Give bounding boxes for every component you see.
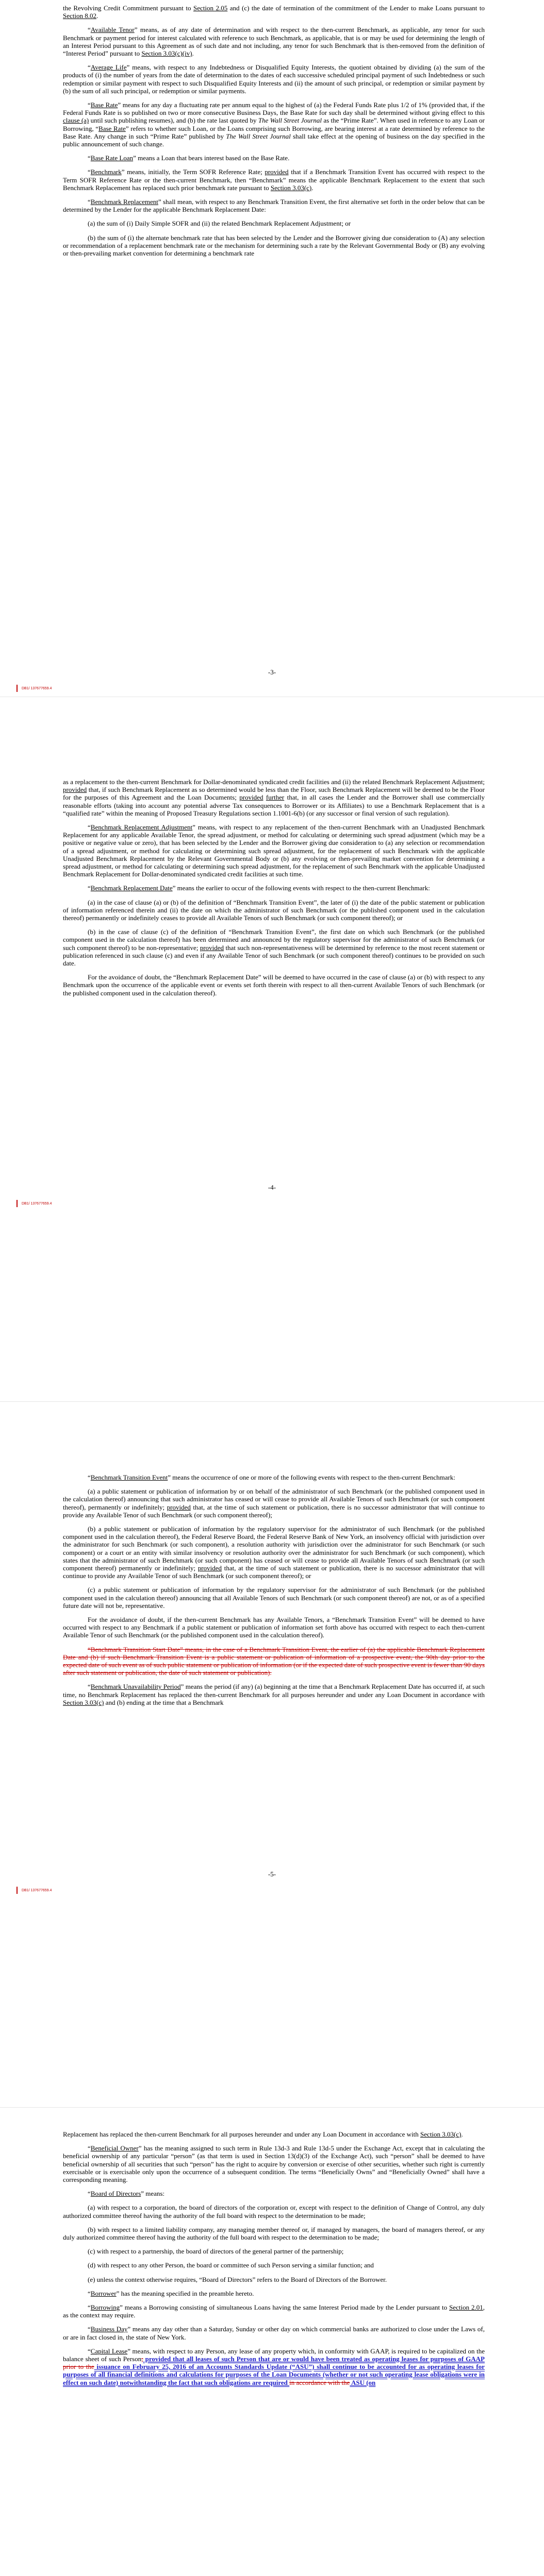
text-run: “ [88, 1683, 91, 1691]
text-run: Section 3.03(c)(iv) [141, 49, 192, 58]
text-run: and (c) the date of termination of the commitment of the Lender to make Loans pursuant to [227, 4, 485, 12]
page-separator [0, 2107, 544, 2108]
subclause [63, 234, 485, 258]
text-run: . [192, 49, 194, 58]
paragraph [63, 2290, 485, 2297]
paragraph [63, 101, 485, 148]
page-5-body [63, 1473, 485, 1713]
page-separator [0, 1401, 544, 1402]
text-run: (a) the sum of (i) Daily Simple SOFR and (ii) the related Benchmark Replacement Adjustment; or [88, 219, 351, 228]
text-run: “ [88, 63, 91, 72]
paragraph [63, 973, 485, 997]
text-run: , as the context may require. [63, 2303, 485, 2319]
text-run: provided [63, 786, 87, 794]
text-run: provided [167, 1503, 191, 1511]
text-run: ” means the occurrence of one or more of the following events with respect to the then-current Benchmark: [168, 1473, 455, 1481]
text-run: Benchmark Replacement [90, 198, 158, 206]
subclause [63, 2276, 485, 2283]
subclause [63, 2247, 485, 2255]
text-run: provided [197, 1564, 222, 1572]
text-run: “ [88, 2325, 91, 2333]
text-run: provided [239, 793, 263, 802]
text-run: ” means the period (if any) (a) beginning at the time that a Benchmark Replacement Date has occurred if, at such time, no Benchmark Replacement has replaced the then-current Benchmark for all purposes hereunder and under any Loan Document in accordance with [63, 1683, 485, 1699]
document-id: DB1/ 137677659.4 [17, 685, 52, 692]
text-run: Borrower [90, 2289, 117, 2297]
text-run: “ [88, 101, 91, 109]
text-run: Business Day [90, 2325, 128, 2333]
text-run: (a) with respect to a corporation, the board of directors of the corporation or, except with respect to the definition of Change of Control, any duly authorized committee thereof having the authority of the full board with respect to the determination to be made; [63, 2204, 485, 2219]
text-run: The Wall Street Journal [258, 116, 322, 125]
subclause [63, 1586, 485, 1609]
text-run: “ [88, 26, 91, 34]
text-run: further [266, 793, 285, 802]
text-run: Base Rate [90, 101, 118, 109]
text-run: (a) in the case of clause (a) or (b) of the definition of “Benchmark Transition Event”, the later of (i) the date of the public statement or publication of information referenced therein and (ii) the date on which the administrator of such Benchmark (or the published component used in the calculation thereof) permanently or indefinitely ceases to provide all Available Tenors of such Benchmark (or such component thereof); or [63, 898, 485, 922]
text-run: ” has the meaning specified in the preamble hereto. [116, 2289, 254, 2297]
text-run: “ [88, 168, 91, 176]
text-run: Borrowing [90, 2303, 120, 2312]
text-run: clause (a) [63, 116, 89, 125]
paragraph [63, 2347, 485, 2386]
inserted-text: issuance on February 25, 2016 of an Accounts Standards Update (“ASU”) shall continue to be accounted for as operating leases for purposes of all financial definitions and calculations for purposes of the Loan Documents (whether or not such operating lease obligations were in effect on such date) notwithstanding the fact that such obligations are required [63, 2363, 485, 2386]
text-run: as the “Prime Rate”. When used in reference to any Loan or Borrowing, “ [63, 116, 485, 132]
subclause [63, 1487, 485, 1519]
text-run: (e) unless the context otherwise requires, “Board of Directors” refers to the Board of Directors of the Borrower. [88, 2275, 387, 2283]
subclause [63, 1525, 485, 1580]
text-run: that, at the time of such statement or publication, there is no successor administrator that will continue to provide any Available Tenor of such Benchmark (or such component thereof); or [63, 1564, 485, 1580]
page-3-body [63, 4, 485, 263]
text-run: Beneficial Owner [90, 2144, 139, 2153]
paragraph [63, 1473, 485, 1481]
text-run: “ [88, 154, 91, 162]
text-run: and (b) ending at the time that a Benchmark [104, 1698, 224, 1706]
subclause [63, 2261, 485, 2269]
text-run: that, in all cases the Lender and the Borrower shall use commercially reasonable efforts (taking into account any potential adverse Tax consequences to Borrower or its Affiliates) to use a Benchmark Replacement that is a “qualified rate” within the meaning of Proposed Treasury Regulations section 1.1001-6(b) (or any successor or final version of such regulation). [63, 793, 485, 817]
text-run: ” has the meaning assigned to such term in Rule 13d-3 and Rule 13d-5 under the Exchange Act, except that in calculating the beneficial ownership of any particular “person” (as that term is used in Section 13(d)(3) of the Exchange Act), such “person” shall be deemed to have beneficial ownership of all securities that such “person” has the right to acquire by conversion or exercise of other securities, whether such right is currently exercisable or is exercisable only upon the occurrence of a subsequent condition. The terms “Beneficially Owns” and “Beneficially Owned” shall have a corresponding meaning. [63, 2144, 485, 2184]
text-run: ” means: [141, 2190, 165, 2198]
text-run: “ [88, 2144, 91, 2153]
text-run: “ [88, 823, 91, 832]
text-run: The Wall Street Journal [226, 132, 291, 140]
inserted-text: provided that all leases of such Person that are or would have been treated as operating leases for purposes of GAAP [143, 2355, 485, 2363]
deleted-text: prior to the [63, 2363, 94, 2371]
text-run: ” shall mean, with respect to any Benchmark Transition Event, the first alternative set forth in the order below that can be determined by the Lender for the applicable Benchmark Replacement Date: [63, 198, 485, 214]
text-run: ” means, initially, the Term SOFR Reference Rate; [121, 168, 265, 176]
subclause [63, 2204, 485, 2219]
text-run: that, if such Benchmark Replacement as so determined would be less than the Floor, such Benchmark Replacement will be deemed to be the Floor for the purposes of this Agreement and the Loan Documents; [63, 786, 485, 802]
text-run: ” means a Borrowing consisting of simultaneous Loans having the same Interest Period made by the Lender pursuant to [120, 2303, 450, 2312]
paragraph [63, 63, 485, 95]
document-id: DB1/ 137677659.4 [17, 1887, 52, 1894]
text-run: Benchmark Unavailability Period [90, 1683, 181, 1691]
paragraph [63, 1646, 485, 1677]
paragraph [63, 2325, 485, 2341]
paragraph [63, 154, 485, 162]
deleted-text: “Benchmark Transition Start Date” means, in the case of a Benchmark Transition Event, the earlier of (a) the applicable Benchmark Replacement Date and (b) if such Benchmark Transition Event is a public statement or publication of information of a prospective event, the 90th day prior to the expected date of such event as of such public statement or publication of information (or if the expected date of such prospective event is fewer than 90 days after such statement or publication, the date of such statement or publication). [63, 1645, 485, 1677]
paragraph [63, 884, 485, 892]
text-run: the Revolving Credit Commitment pursuant to [63, 4, 193, 12]
text-run: that if a Benchmark Transition Event has occurred with respect to the Term SOFR Reference Rate or the then-current Benchmark, then “Benchmark” means the applicable Benchmark Replacement to the extent that such Benchmark Replacement has replaced such prior benchmark rate pursuant to [63, 168, 485, 192]
text-run: Available Tenor [90, 26, 135, 34]
text-run: Section 3.03(c) [420, 2130, 461, 2138]
text-run: Base Rate [98, 124, 126, 132]
text-run: Board of Directors [90, 2190, 141, 2198]
subclause [63, 899, 485, 922]
page-number: -3- [268, 668, 276, 676]
paragraph [63, 2130, 485, 2138]
text-run: ” means the earlier to occur of the following events with respect to the then-current Benchmark: [172, 884, 430, 892]
text-run: Benchmark [90, 168, 122, 176]
text-run: ” means any day other than a Saturday, Sunday or other day on which commercial banks are authorized to close under the Laws of, or are in fact closed in, the state of New York. [63, 2325, 485, 2341]
page-number: -5- [268, 1870, 276, 1878]
text-run: Base Rate Loan [90, 154, 134, 162]
text-run: that, at the time of such statement or publication, there is no successor administrator that will continue to provide any Available Tenor of such Benchmark (or such component thereof); [63, 1503, 485, 1519]
page-6-body [63, 2130, 485, 2393]
text-run: . [461, 2130, 463, 2138]
text-run: provided [200, 943, 224, 952]
text-run: “ [88, 2190, 91, 2198]
text-run: until such publishing resumes), and (b) the rate last quoted by [89, 116, 258, 125]
text-run: (d) with respect to any other Person, the board or committee of such Person serving a similar function; and [88, 2261, 374, 2269]
text-run: Benchmark Replacement Date [90, 884, 173, 892]
text-run: as a replacement to the then-current Benchmark for Dollar-denominated syndicated credit facilities and (ii) the related Benchmark Replacement Adjustment; [63, 778, 485, 786]
text-run: Section 2.01 [449, 2303, 483, 2312]
text-run: (b) a public statement or publication of information by the regulatory supervisor for the administrator of such Benchmark (or the published component used in the calculation thereof), the Federal Reserve Board, the Federal Reserve Bank of New York, an insolvency official with jurisdiction over the administrator for such Benchmark (or such component), a resolution authority with jurisdiction over the administrator for such Benchmark (or such component) or a court or an entity with similar insolvency or resolution authority over the administrator for such Benchmark (or such component), which states that the administrator of such Benchmark (or such component) has ceased or will cease to provide all Available Tenors of such Benchmark (or such component thereof) permanently or indefinitely; [63, 1525, 485, 1572]
text-run: (c) a public statement or publication of information by the regulatory supervisor for the administrator of such Benchmark (or the published component used in the calculation thereof) announcing that all Available Tenors of such Benchmark (or such component thereof) are not, or as of a specified future date will not be, representative. [63, 1586, 485, 1609]
text-run: “ [88, 2347, 91, 2355]
subclause [63, 928, 485, 967]
text-run: For the avoidance of doubt, the “Benchmark Replacement Date” will be deemed to have occurred in the case of clause (a) or (b) with respect to any Benchmark upon the occurrence of the applicable event or events set forth therein with respect to all then-current Available Tenors of such Benchmark (or the published component used in the calculation thereof). [63, 973, 485, 997]
text-run: “ [88, 2289, 91, 2297]
text-run: ” means, with respect to any Person, any lease of any property which, in conformity with GAAP, is required to be capitalized on the balance sheet of such Person [63, 2347, 485, 2363]
subclause [63, 2226, 485, 2241]
text-run: (b) the sum of (i) the alternate benchmark rate that has been selected by the Lender and the Borrower giving due consideration to (A) any selection or recommendation of a replacement benchmark rate or the mechanism for determining such a rate by the Relevant Governmental Body or (B) any evolving or then-prevailing market convention for determining a benchmark rate [63, 233, 485, 258]
text-run: provided [265, 168, 289, 176]
text-run: ” refers to whether such Loan, or the Loans comprising such Borrowing, are bearing interest at a rate determined by reference to the Base Rate. Any change in such “Prime Rate” published by [63, 124, 485, 140]
text-run: that such non-representativeness will be determined by reference to the most recent statement or publication referenced in such clause (c) and even if any Available Tenor of such Benchmark (or such component thereof) continues to be provided on such date. [63, 943, 485, 968]
text-run: Benchmark Transition Event [90, 1473, 168, 1481]
paragraph [63, 2144, 485, 2183]
text-run: Replacement has replaced the then-current Benchmark for all purposes hereunder and under any Loan Document in accordance with [63, 2130, 421, 2138]
text-run: ” means, as of any date of determination and with respect to the then-current Benchmark, as applicable, any tenor for such Benchmark or payment period for interest calculated with reference to such Benchmark, as applicable, that is or may be used for determining the length of an Interest Period pursuant to this Agreement as of such date and not including, any tenor for such Benchmark that is then-removed from the definition of “Interest Period” pursuant to [63, 26, 485, 58]
text-run: Benchmark Replacement Adjustment [90, 823, 193, 832]
text-run: ” means for any day a fluctuating rate per annum equal to the highest of (a) the Federal Funds Rate plus 1/2 of 1% (provided that, if the Federal Funds Rate is so published on two or more consecutive Business Days, the Base Rate for such day shall be determined without giving effect to this [63, 101, 485, 117]
subclause [63, 219, 485, 227]
text-run: “ [88, 198, 91, 206]
text-run: ” means, with respect to any replacement of the then-current Benchmark with an Unadjusted Benchmark Replacement for any applicable Available Tenor, the spread adjustment, or method for calculating or determining such spread adjustment (which may be a positive or negative value or zero), that has been selected by the Lender and the Borrower giving due consideration to (a) any selection or recommendation of a spread adjustment, or method for calculating or determining such spread adjustment, for the replacement of such Benchmark with the applicable Unadjusted Benchmark Replacement by the Relevant Governmental Body or (b) any evolving or then-prevailing market convention for determining a spread adjustment, or method for calculating or determining such spread adjustment, for the replacement of such Benchmark with the applicable Unadjusted Benchmark Replacement for Dollar-denominated syndicated credit facilities at such time. [63, 823, 485, 878]
text-run: Section 8.02 [63, 12, 96, 20]
paragraph [63, 778, 485, 817]
page-4-body [63, 778, 485, 1003]
deleted-text: in accordance with the [289, 2378, 350, 2386]
inserted-text: ASU (on [350, 2378, 376, 2386]
paragraph [63, 168, 485, 192]
text-run: Section 2.05 [193, 4, 228, 12]
text-run: (c) with respect to a partnership, the board of directors of the general partner of the partnership; [88, 2247, 344, 2256]
paragraph [63, 198, 485, 213]
paragraph [63, 26, 485, 57]
paragraph [63, 823, 485, 878]
paragraph [63, 4, 485, 20]
text-run: Section 3.03(c) [63, 1698, 104, 1706]
page-number: -4- [268, 1183, 276, 1191]
text-run: “ [88, 2303, 91, 2312]
deleted-text: ; [141, 2355, 143, 2363]
text-run: “ [88, 1473, 91, 1481]
text-run: Section 3.03(c) [270, 183, 312, 192]
paragraph [63, 1616, 485, 1639]
document-id: DB1/ 137677659.4 [17, 1200, 52, 1207]
text-run: (b) in the case of clause (c) of the definition of “Benchmark Transition Event”, the first date on which such Benchmark (or the published component used in the calculation thereof) has been determined and announced by the regulatory supervisor for the administrator of such Benchmark (or such component thereof) to be non-representative; [63, 928, 485, 952]
text-run: (b) with respect to a limited liability company, any managing member thereof or, if managed by managers, the board of managers thereof, or any duly authorized committee thereof having the authority of the full board with respect to the determination to be made; [63, 2225, 485, 2242]
text-run: . [311, 183, 314, 192]
text-run: For the avoidance of doubt, if the then-current Benchmark has any Available Tenors, a “Benchmark Transition Event” will be deemed to have occurred with respect to any Benchmark if a public statement or publication of information set forth above has occurred with respect to each then-current Available Tenor of such Benchmark (or the published component used in the calculation thereof). [63, 1616, 485, 1639]
text-run: “ [88, 884, 91, 892]
text-run: (a) a public statement or publication of information by or on behalf of the administrator of such Benchmark (or the published component used in the calculation thereof) announcing that such administrator has ceased or will cease to provide all Available Tenors of such Benchmark (or such component thereof), permanently or indefinitely; [63, 1487, 485, 1511]
text-run: ” means, with respect to any Indebtedness or Disqualified Equity Interests, the quotient obtained by dividing (a) the sum of the products of (i) the number of years from the date of determination to the dates of each successive scheduled principal payment of such Indebtedness or such redemption or similar payment with respect to such Disqualified Equity Interests and (ii) the amount of such principal, or redemption or similar payment by (b) the sum of all such principal, or redemption or similar payments. [63, 63, 485, 95]
paragraph [63, 2303, 485, 2319]
text-run: ” means a Loan that bears interest based on the Base Rate. [133, 154, 290, 162]
paragraph [63, 2190, 485, 2197]
text-run: shall take effect at the opening of business on the day specified in the public announcement of such change. [63, 132, 485, 148]
text-run: Average Life [90, 63, 127, 72]
text-run: . [96, 12, 98, 20]
text-run: Capital Lease [90, 2347, 128, 2355]
paragraph [63, 1683, 485, 1706]
